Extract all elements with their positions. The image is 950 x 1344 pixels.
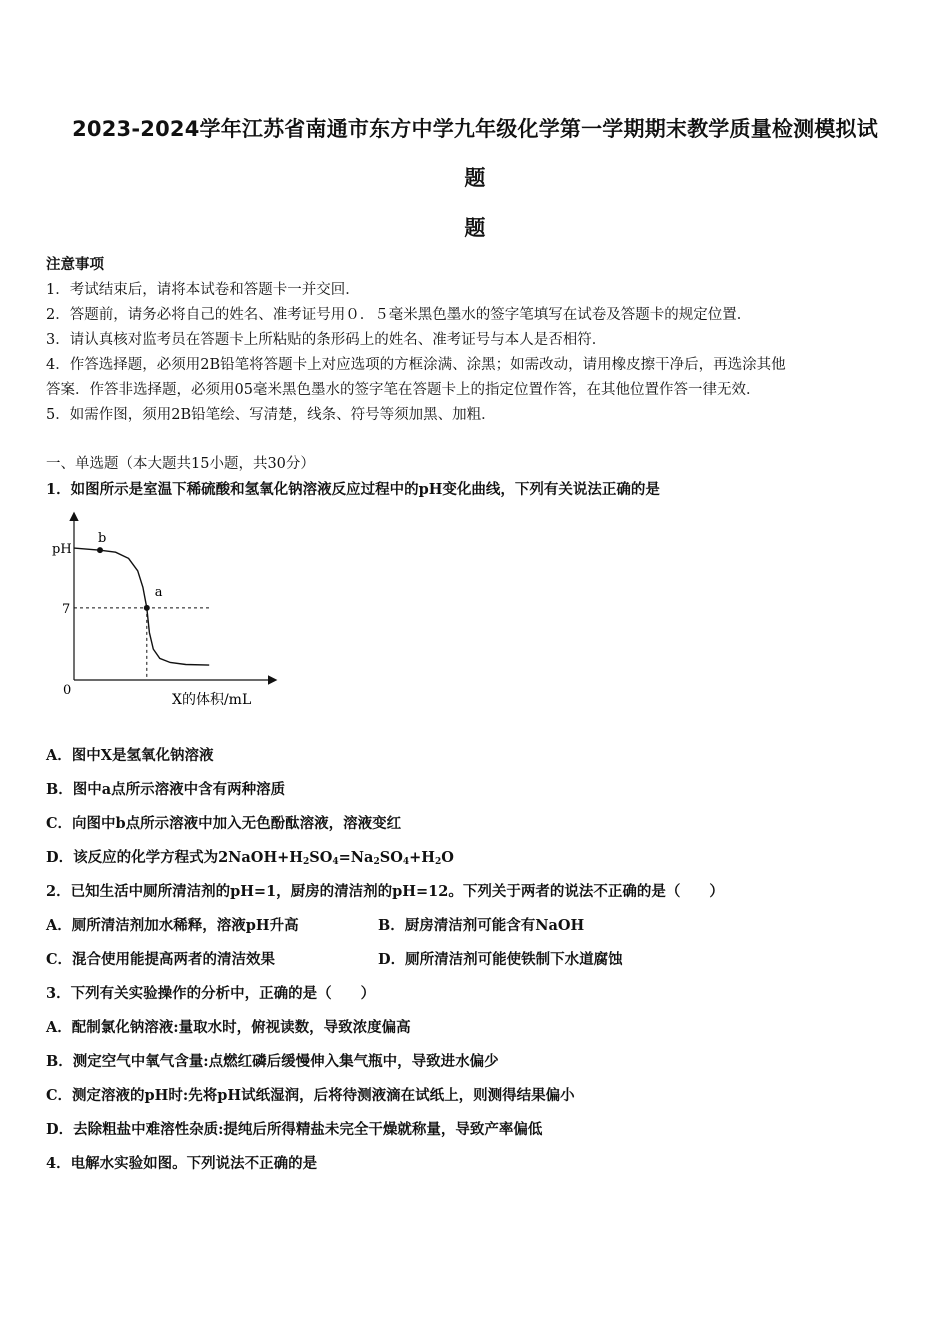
q1-d-text-2: SO (309, 849, 333, 866)
q1-stem: 1．如图所示是室温下稀硫酸和氢氧化钠溶液反应过程中的pH变化曲线，下列有关说法正确的是 (46, 481, 660, 498)
q1-d-text-4: SO (379, 849, 403, 866)
ph-curve-chart (44, 508, 284, 708)
notice-item-4-cont: 答案．作答非选择题，必须用05毫米黑色墨水的签字笔在答题卡上的指定位置作答，在其他位置作答一律无效． (46, 382, 761, 398)
point-b-marker (97, 547, 103, 553)
notice-item-5: 5．如需作图，须用2B铅笔绘、写清楚，线条、符号等须加黑、加粗． (46, 407, 496, 423)
q3-option-d: D．去除粗盐中难溶性杂质:提纯后所得精盐未完全干燥就称量，导致产率偏低 (46, 1121, 543, 1138)
y-axis-label: pH (52, 542, 72, 558)
q1-option-d (46, 846, 454, 867)
q1-d-sub-3: 2 (373, 857, 380, 867)
q1-d-text: D．该反应的化学方程式为2NaOH+H (46, 849, 303, 866)
q1-option-a: A．图中X是氢氧化钠溶液 (46, 747, 214, 764)
q1-d-sub-2: 4 (332, 857, 339, 867)
q3-option-a: A．配制氯化钠溶液:量取水时，俯视读数，导致浓度偏高 (46, 1019, 411, 1036)
q2-option-c: C．混合使用能提高两者的清洁效果 (46, 951, 276, 968)
notice-heading: 注意事项 (46, 256, 104, 273)
q2-option-b: B．厨房清洁剂可能含有NaOH (378, 917, 585, 934)
q1-d-text-6: O (441, 849, 454, 866)
exam-title-line-2: 题 (464, 166, 486, 190)
exam-title-line-1: 2023-2024学年江苏省南通市东方中学九年级化学第一学期期末教学质量检测模拟试 (72, 117, 878, 141)
notice-item-3: 3．请认真核对监考员在答题卡上所粘贴的条形码上的姓名、准考证号与本人是否相符． (46, 332, 607, 348)
x-axis-label: X的体积/mL (172, 692, 252, 708)
notice-item-1: 1．考试结束后，请将本试卷和答题卡一并交回． (46, 282, 360, 298)
q2-option-a: A．厕所清洁剂加水稀释，溶液pH升高 (46, 917, 299, 934)
q3-option-c: C．测定溶液的pH时:先将pH试纸湿润，后将待测液滴在试纸上，则测得结果偏小 (46, 1087, 575, 1104)
y-tick-7: 7 (62, 601, 71, 617)
q3-stem: 3．下列有关实验操作的分析中，正确的是（ ） (46, 985, 376, 1002)
q1-d-text-3: =Na (338, 849, 374, 866)
notice-item-4: 4．作答选择题，必须用2B铅笔将答题卡上对应选项的方框涂满、涂黑；如需改动，请用橡皮擦干净后，再选涂其他 (46, 357, 786, 373)
q1-d-sub-5: 2 (434, 857, 442, 867)
point-a-label: a (154, 584, 163, 600)
q1-d-text-5: +H (409, 849, 435, 866)
q1-option-c: C．向图中b点所示溶液中加入无色酚酞溶液，溶液变红 (46, 815, 402, 832)
q4-stem: 4．电解水实验如图。下列说法不正确的是 (46, 1155, 318, 1172)
q1-d-sub-1: 2 (303, 857, 310, 867)
q2-stem: 2．已知生活中厕所清洁剂的pH=1，厨房的清洁剂的pH=12。下列关于两者的说法不正确的是（ ） (46, 883, 724, 900)
q1-option-b: B．图中a点所示溶液中含有两种溶质 (46, 781, 286, 798)
point-b-label: b (98, 531, 107, 547)
section-heading: 一、单选题（本大题共15小题，共30分） (46, 456, 315, 472)
origin-label: 0 (63, 683, 72, 698)
q1-d-sub-4: 4 (402, 857, 410, 867)
exam-title-line-3: 题 (464, 216, 486, 240)
point-a-marker (144, 605, 150, 611)
q2-option-d: D．厕所清洁剂可能使铁制下水道腐蚀 (378, 951, 623, 968)
notice-item-2: 2．答题前，请务必将自己的姓名、准考证号用０．５毫米黑色墨水的签字笔填写在试卷及答题卡的规定位置． (46, 307, 752, 323)
q3-option-b: B．测定空气中氧气含量:点燃红磷后缓慢伸入集气瓶中，导致进水偏少 (46, 1053, 499, 1070)
ph-curve-line (74, 548, 209, 665)
